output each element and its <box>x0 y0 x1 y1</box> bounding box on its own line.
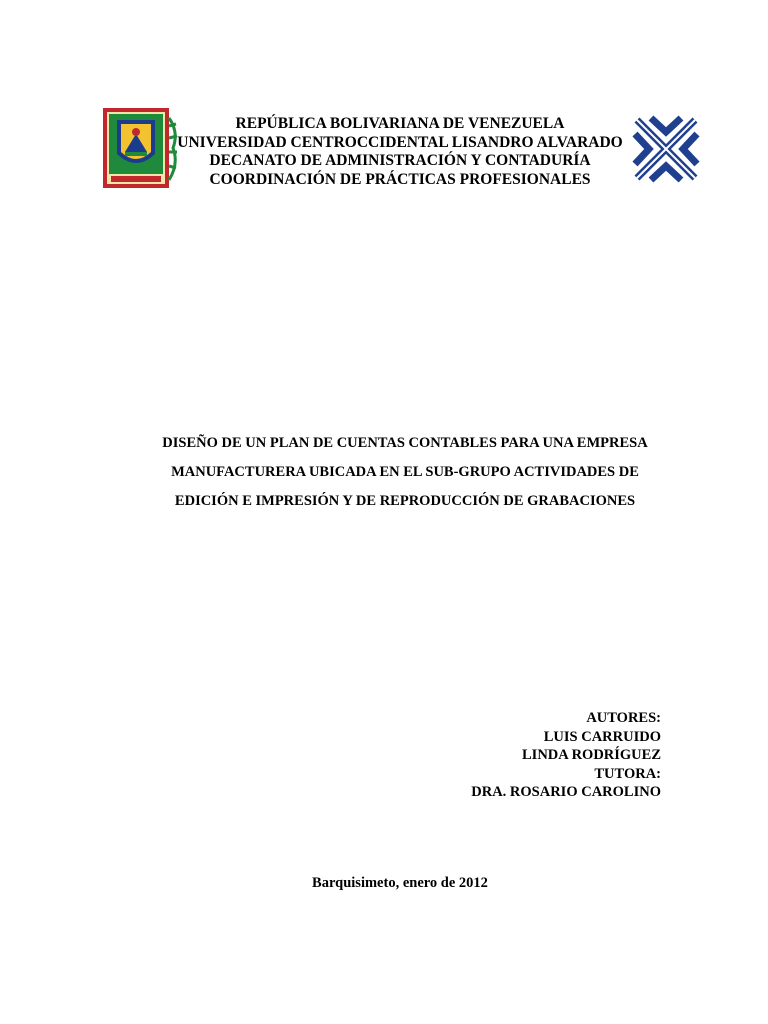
tutor-name: DRA. ROSARIO CAROLINO <box>471 784 661 800</box>
decanato-knot-icon <box>627 110 705 188</box>
title-line-1: DISEÑO DE UN PLAN DE CUENTAS CONTABLES PARA UNA EMPRESA <box>162 435 648 451</box>
title-line-3: EDICIÓN E IMPRESIÓN Y DE REPRODUCCIÓN DE GRABACIONES <box>174 493 636 509</box>
document-title <box>100 429 710 516</box>
header-university: UNIVERSIDAD CENTROCCIDENTAL LISANDRO ALVARADO <box>177 133 623 151</box>
place-date: Barquisimeto, enero de 2012 <box>312 875 488 891</box>
institution-header <box>170 115 630 189</box>
header-decanato: DECANATO DE ADMINISTRACIÓN Y CONTADURÍA <box>209 152 591 169</box>
university-crest-icon <box>103 108 179 188</box>
header-coordination: COORDINACIÓN DE PRÁCTICAS PROFESIONALES <box>209 170 591 188</box>
tutor-label: TUTORA: <box>594 765 661 782</box>
author-name: LINDA RODRÍGUEZ <box>522 747 661 763</box>
author-name: LUIS CARRUIDO <box>543 728 661 745</box>
authors-block <box>471 709 661 802</box>
authors-label: AUTORES: <box>586 710 661 726</box>
header-republic: REPÚBLICA BOLIVARIANA DE VENEZUELA <box>235 115 565 132</box>
title-line-2: MANUFACTURERA UBICADA EN EL SUB-GRUPO ACTIVIDADES DE <box>171 464 639 480</box>
